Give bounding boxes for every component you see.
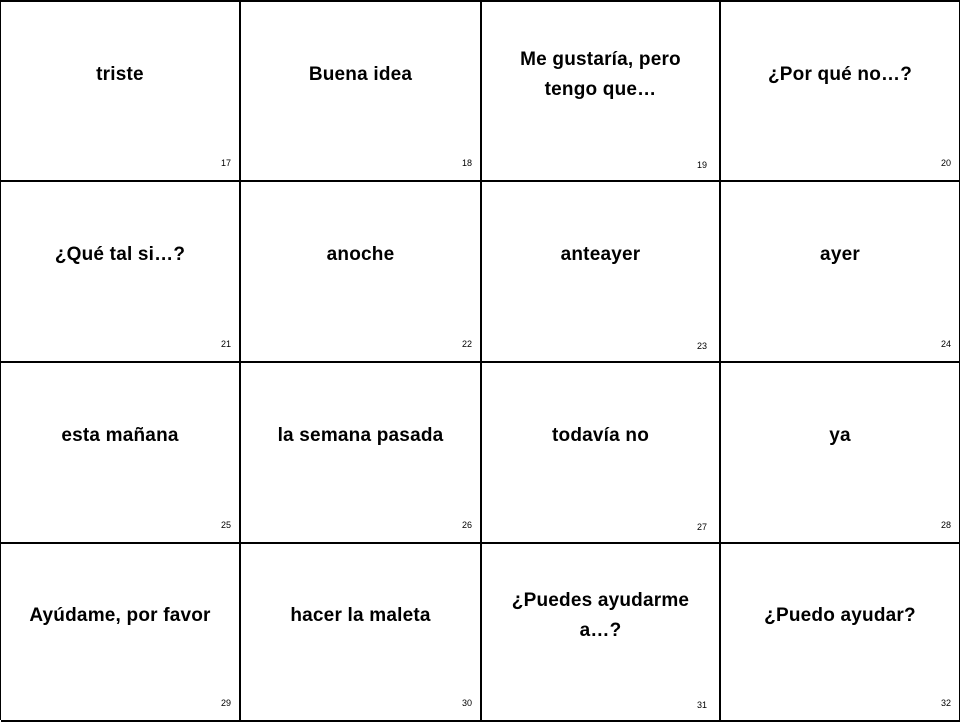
card-22 — [241, 182, 482, 363]
card-number: 24 — [940, 339, 951, 349]
card-number: 26 — [461, 520, 472, 530]
card-number: 25 — [220, 520, 231, 530]
card-number: 27 — [696, 522, 707, 532]
card-24 — [721, 182, 960, 363]
card-text: la semana pasada — [277, 425, 444, 447]
card-text: ¿Puedo ayudar? — [764, 605, 916, 627]
card-25 — [1, 363, 241, 544]
card-28 — [721, 363, 960, 544]
card-32 — [721, 544, 960, 722]
card-17 — [1, 2, 241, 182]
card-26 — [241, 363, 482, 544]
card-27 — [482, 363, 721, 544]
card-text: ¿Puedes ayudarme a…? — [511, 590, 690, 642]
card-text: triste — [96, 63, 144, 85]
card-number: 32 — [940, 698, 951, 708]
card-text: anoche — [326, 244, 395, 266]
card-text: ¿Por qué no…? — [767, 63, 913, 85]
card-number: 30 — [461, 698, 472, 708]
card-number: 22 — [461, 339, 472, 349]
card-number: 21 — [220, 339, 231, 349]
card-23 — [482, 182, 721, 363]
card-text: Me gustaría, pero tengo que… — [520, 48, 681, 100]
card-text: ayer — [820, 244, 860, 266]
card-number: 28 — [940, 520, 951, 530]
card-text: Buena idea — [308, 63, 413, 85]
card-text: esta mañana — [61, 425, 179, 447]
card-30 — [241, 544, 482, 722]
card-number: 20 — [940, 158, 951, 168]
card-text: todavía no — [551, 425, 649, 447]
card-number: 19 — [696, 160, 707, 170]
card-31 — [482, 544, 721, 722]
card-29 — [1, 544, 241, 722]
card-text: ¿Qué tal si…? — [54, 244, 186, 266]
card-number: 17 — [220, 158, 231, 168]
card-number: 29 — [220, 698, 231, 708]
card-19 — [482, 2, 721, 182]
card-number: 18 — [461, 158, 472, 168]
card-number: 31 — [696, 700, 707, 710]
card-18 — [241, 2, 482, 182]
card-21 — [1, 182, 241, 363]
card-text: anteayer — [560, 244, 641, 266]
card-text: Ayúdame, por favor — [29, 605, 211, 627]
card-20 — [721, 2, 960, 182]
card-text: ya — [829, 425, 851, 447]
card-text: hacer la maleta — [290, 605, 431, 627]
card-number: 23 — [696, 341, 707, 351]
